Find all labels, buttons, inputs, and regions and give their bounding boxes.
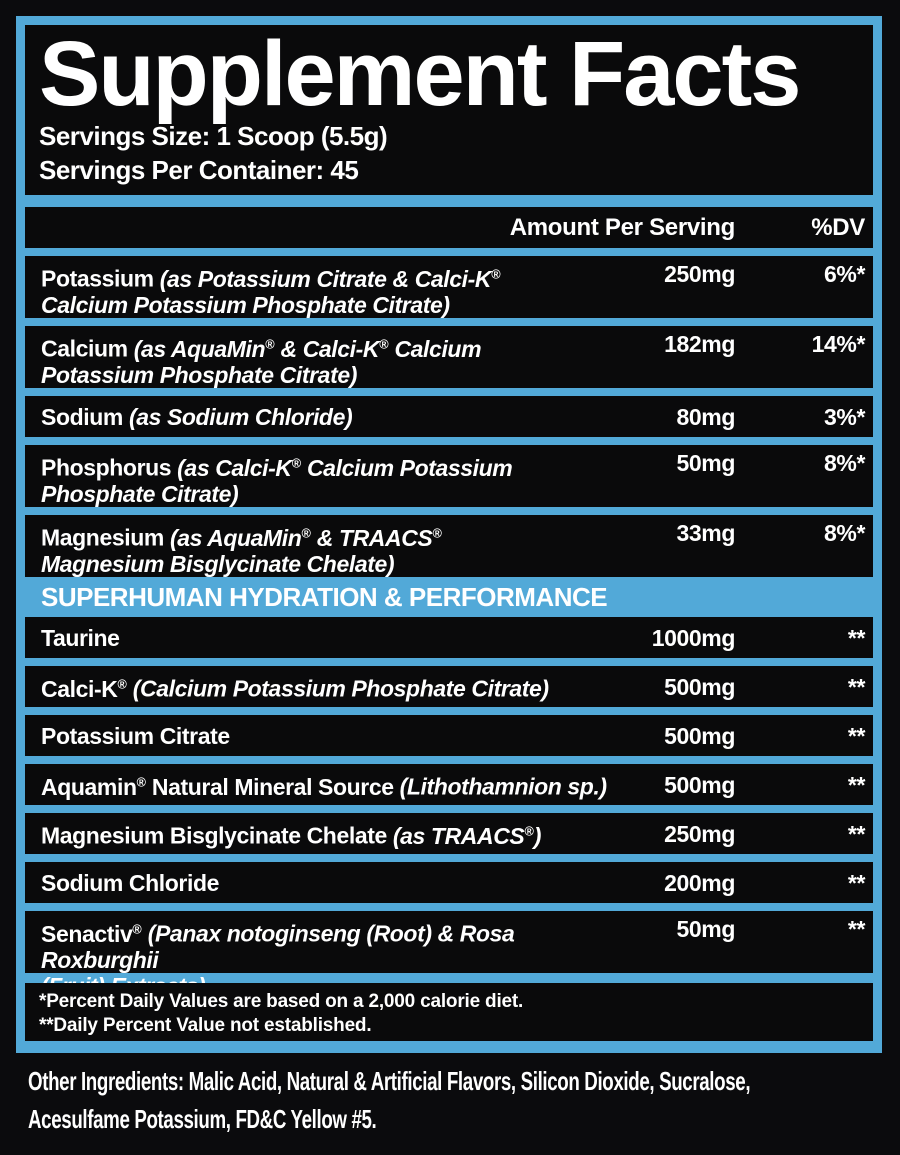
table-row-potassium	[25, 256, 873, 318]
amount-per-serving-header: Amount Per Serving	[509, 213, 735, 241]
table-row-calci-k	[25, 666, 873, 707]
dv-value: **	[847, 673, 865, 700]
amount-value: 182mg	[664, 331, 735, 357]
ingredient-name-cell	[41, 723, 615, 749]
dv-value: 8%*	[824, 450, 865, 476]
other-ingredients	[28, 1062, 898, 1138]
percent-dv-header: %DV	[811, 213, 865, 241]
ingredient-source: (as Potassium Citrate & Calci-K®	[159, 265, 501, 292]
ingredient-name-cell	[41, 671, 615, 702]
amount-value: 500mg	[664, 722, 735, 749]
amount-value: 250mg	[664, 820, 735, 847]
ingredient-name-cell	[41, 870, 615, 896]
table-row-sodium-chloride	[25, 862, 873, 903]
ingredient-source-line2: Potassium Phosphate Citrate)	[41, 361, 357, 388]
ingredient-source-line2: Phosphate Citrate)	[41, 480, 239, 507]
page-title: Supplement Facts	[39, 23, 800, 125]
amount-value: 33mg	[676, 520, 735, 546]
table-row-calcium	[25, 326, 873, 388]
ingredient-source: (as AquaMin® & TRAACS®	[169, 524, 442, 551]
ingredient-name: Sodium Chloride	[41, 869, 220, 896]
ingredient-name: Senactiv®	[41, 920, 142, 947]
ingredient-source: (as TRAACS®)	[392, 822, 541, 849]
ingredient-source: (as Sodium Chloride)	[128, 403, 353, 430]
dv-value: **	[847, 771, 865, 798]
ingredient-source: (Panax notoginseng (Root) & Rosa Roxburghii	[41, 920, 515, 973]
amount-value: 80mg	[676, 403, 735, 430]
other-ingredients-line1: Other Ingredients: Malic Acid, Natural & Artificial Flavors, Silicon Dioxide, Sucralose,	[28, 1066, 751, 1096]
dv-value: **	[847, 869, 865, 896]
ingredient-source: (as Calci-K® Calcium Potassium	[177, 454, 513, 481]
amount-value: 1000mg	[651, 624, 735, 651]
ingredient-name-cell	[41, 625, 615, 651]
ingredient-source: (Calcium Potassium Phosphate Citrate)	[132, 675, 549, 702]
dv-value: 6%*	[824, 261, 865, 287]
ingredient-name-cell	[41, 331, 615, 388]
ingredient-name: Magnesium	[41, 524, 164, 551]
dv-value: **	[847, 916, 865, 942]
footnotes-box	[25, 983, 873, 1041]
ingredient-source-line2: Calcium Potassium Phosphate Citrate)	[41, 291, 450, 318]
ingredient-name: Taurine	[41, 624, 120, 651]
dv-value: **	[847, 722, 865, 749]
footnote-daily-values: *Percent Daily Values are based on a 2,000 calorie diet.	[39, 991, 524, 1012]
ingredient-name: Calcium	[41, 335, 128, 362]
amount-value: 500mg	[664, 673, 735, 700]
ingredient-name-cell	[41, 520, 615, 577]
servings-per-container-line: Servings Per Container: 45	[39, 154, 359, 185]
ingredient-name-cell	[41, 769, 615, 800]
amount-value: 200mg	[664, 869, 735, 896]
dv-value: 8%*	[824, 520, 865, 546]
table-row-aquamin	[25, 764, 873, 805]
dv-value: 14%*	[811, 331, 865, 357]
table-row-magnesium-bisglycinate	[25, 813, 873, 854]
ingredient-name: Potassium	[41, 265, 154, 292]
dv-value: **	[847, 820, 865, 847]
ingredient-source: (Lithothamnion sp.)	[399, 773, 607, 800]
table-row-potassium-citrate	[25, 715, 873, 756]
table-row-phosphorus	[25, 445, 873, 507]
label-header	[25, 25, 873, 195]
ingredient-name: Aquamin® Natural Mineral Source	[41, 773, 394, 800]
ingredient-name: Sodium	[41, 403, 123, 430]
dv-value: 3%*	[824, 403, 865, 430]
other-ingredients-line2: Acesulfame Potassium, FD&C Yellow #5.	[28, 1104, 377, 1134]
supplement-facts-panel	[16, 16, 882, 1053]
dv-value: **	[847, 624, 865, 651]
ingredient-source: (as AquaMin® & Calci-K® Calcium	[133, 335, 482, 362]
table-row-sodium	[25, 396, 873, 437]
ingredient-name: Magnesium Bisglycinate Chelate	[41, 822, 387, 849]
amount-value: 50mg	[676, 916, 735, 942]
ingredient-name-cell	[41, 261, 615, 318]
ingredient-name-cell	[41, 450, 615, 507]
serving-size-line: Servings Size: 1 Scoop (5.5g)	[39, 121, 388, 152]
ingredient-name-cell	[41, 404, 615, 430]
ingredient-name: Potassium Citrate	[41, 722, 230, 749]
ingredient-name-cell	[41, 818, 615, 849]
table-row-taurine	[25, 617, 873, 658]
ingredient-name: Phosphorus	[41, 454, 172, 481]
section-header-superhuman-hydration: SUPERHUMAN HYDRATION & PERFORMANCE	[41, 582, 608, 612]
table-row-senactiv	[25, 911, 873, 973]
table-row-magnesium	[25, 515, 873, 577]
table-header-row	[25, 207, 873, 248]
amount-value: 250mg	[664, 261, 735, 287]
ingredient-source-line2: Magnesium Bisglycinate Chelate)	[41, 550, 395, 577]
ingredient-name: Calci-K®	[41, 675, 127, 702]
amount-value: 50mg	[676, 450, 735, 476]
footnote-not-established: **Daily Percent Value not established.	[39, 1015, 372, 1036]
amount-value: 500mg	[664, 771, 735, 798]
